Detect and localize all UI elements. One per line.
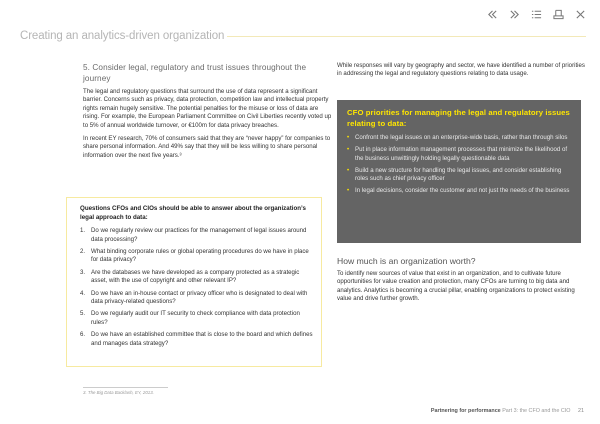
cfo-priorities-list — [347, 134, 571, 196]
priority-item — [347, 134, 571, 142]
footnote — [83, 387, 168, 395]
footer-subtitle: Part 3: the CFO and the CIO — [502, 408, 571, 414]
print-icon — [553, 9, 564, 20]
contents-button[interactable] — [530, 8, 542, 20]
question-text: Do we regularly review our practices for the management of legal issues around data processing? — [91, 227, 307, 243]
priority-text: Confront the legal issues on an enterprise-wide basis, rather than through silos — [355, 134, 568, 141]
cfo-priorities-title: CFO priorities for managing the legal and regulatory issues relating to data: — [347, 108, 570, 128]
page-number: 21 — [578, 408, 584, 414]
priority-text: In legal decisions, consider the customer and not just the needs of the business — [355, 187, 570, 195]
footnote-text: 3. The Big Data Backlash, EY, 2013. — [83, 390, 154, 395]
question-text: What binding corporate rules or global operating procedures do we have in place for data privacy? — [91, 248, 309, 264]
question-number: 1. — [80, 227, 86, 235]
bullet-icon: • — [347, 147, 350, 154]
priority-item — [347, 146, 571, 163]
question-text: Do we regularly audit our IT security to check compliance with data protection rules? — [91, 310, 300, 326]
document-toolbar — [486, 8, 586, 20]
legal-issues-heading: 5. Consider legal, regulatory and trust issues throughout the journey — [83, 63, 307, 83]
priority-item — [347, 187, 571, 195]
question-number: 6. — [80, 331, 86, 339]
question-item — [80, 269, 313, 286]
section-header — [20, 30, 586, 42]
question-text: Are the databases we have developed as a company protected as a strategic asset, with the use of copyright and other relevant IP? — [91, 268, 300, 285]
question-number: 3. — [80, 268, 86, 276]
right-column — [337, 62, 585, 84]
priorities-intro: While responses will vary by geography and sector, we have identified a number of priorities in addressing the legal and regulatory questions relating to data usage. — [337, 62, 585, 78]
section-divider — [227, 36, 586, 37]
bullet-icon: • — [347, 188, 350, 195]
priority-text: Build a new structure for handling the legal issues, and consider establishing roles such as chief privacy officer — [355, 166, 562, 183]
print-button[interactable] — [552, 8, 564, 20]
page-footer — [431, 408, 584, 414]
question-item — [80, 331, 313, 348]
organization-worth-body: To identify new sources of value that exist in an organization, and to cultivate future opportunities for value creation and protection, many CFOs are turning to big data and analytics. Analytics is becoming a crucial pillar, enabling organizations to protect existing value and drive further growth. — [337, 270, 575, 303]
footnote-divider — [83, 387, 168, 388]
question-number: 4. — [80, 289, 86, 297]
next-page-button[interactable] — [508, 8, 520, 20]
bullet-icon: • — [347, 135, 350, 141]
priority-item — [347, 167, 571, 184]
research-paragraph: In recent EY research, 70% of consumers said that they are “never happy” for companies to share personal information. And 49% say that they will be less willing to share personal information over the next five years.³ — [83, 135, 331, 159]
close-icon — [575, 9, 586, 20]
priority-text: Put in place information management processes that minimize the likelihood of the business unwittingly holding legally questionable data — [355, 146, 568, 162]
question-text: Do we have an established committee that is close to the board and which defines and manages data strategy? — [91, 331, 313, 347]
double-chevron-left-icon — [487, 9, 498, 20]
question-item — [80, 227, 313, 244]
questions-list — [80, 227, 313, 348]
cfo-priorities-box — [337, 100, 581, 243]
previous-page-button[interactable] — [486, 8, 498, 20]
legal-paragraph: The legal and regulatory questions that surround the use of data represent a significant barrier. Concerns such as privacy, data protection, competition law and intellectual property rights remain hugely sensitive. The potential penalties for the misuse or loss of data are rising. For example, the European Parliament Committee on Civil Liberties recently voted up to 5% of annual worldwide turnover, or €100m for data privacy breaches. — [83, 88, 332, 129]
close-button[interactable] — [574, 8, 586, 20]
question-text: Do we have an in-house contact or privacy officer who is designated to deal with data privacy-related questions? — [91, 289, 308, 306]
footer-title: Partnering for performance — [430, 408, 501, 414]
question-item — [80, 248, 313, 265]
organization-worth-heading: How much is an organization worth? — [337, 256, 476, 266]
section-title: Creating an analytics-driven organization — [20, 30, 225, 42]
questions-box — [66, 197, 322, 367]
double-chevron-right-icon — [509, 9, 520, 20]
question-number: 5. — [80, 310, 86, 318]
left-column — [83, 62, 333, 165]
question-number: 2. — [80, 248, 86, 255]
question-item — [80, 290, 313, 307]
list-icon — [531, 9, 542, 20]
organization-worth-section — [337, 256, 589, 309]
question-item — [80, 310, 313, 327]
questions-title: Questions CFOs and CIOs should be able to answer about the organization’s legal approach to data: — [80, 205, 306, 221]
bullet-icon: • — [347, 167, 350, 174]
